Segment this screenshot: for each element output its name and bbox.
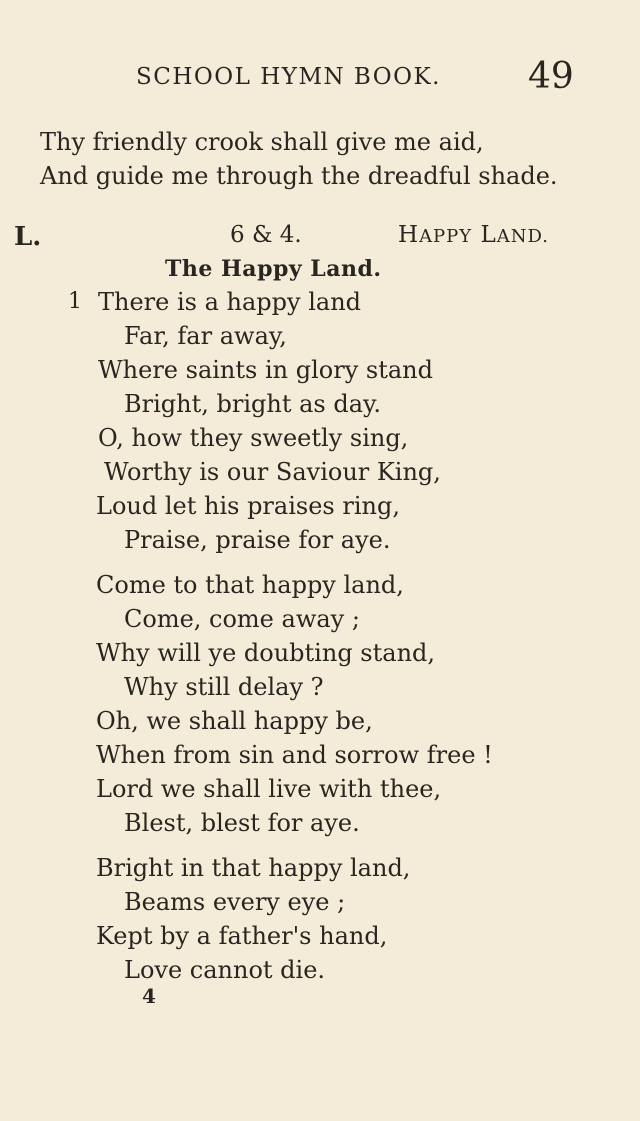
page-number: 49 [528, 56, 574, 97]
tune-name-second-cap: L [480, 222, 497, 248]
verse-line: Bright in that happy land, [96, 854, 411, 882]
continuation-line: And guide me through the dreadful shade. [40, 162, 558, 190]
verse-line: There is a happy land [98, 288, 362, 316]
hymn-meter: 6 & 4. [230, 222, 302, 248]
verse-line: Oh, we shall happy be, [96, 707, 373, 735]
hymn-number: L. [14, 222, 42, 252]
verse-line: Where saints in glory stand [98, 356, 433, 384]
hymn-title: The Happy Land. [165, 256, 382, 282]
running-title: SCHOOL HYMN BOOK. [136, 64, 441, 90]
verse-line: Why still delay ? [124, 673, 324, 701]
verse-line: Kept by a father's hand, [96, 922, 388, 950]
tune-name-second-rest: AND. [496, 226, 550, 247]
verse-line: Come, come away ; [124, 605, 360, 633]
verse-line: Bright, bright as day. [124, 390, 382, 418]
signature-mark: 4 [142, 984, 156, 1008]
tune-name [398, 222, 549, 248]
verse-line: When from sin and sorrow free ! [96, 741, 493, 769]
verse-line: Far, far away, [124, 322, 287, 350]
verse-number: 1 [68, 289, 82, 314]
verse-line: Worthy is our Saviour King, [104, 458, 441, 486]
verse-line: Lord we shall live with thee, [96, 775, 442, 803]
verse-line: Beams every eye ; [124, 888, 346, 916]
verse-line: Why will ye doubting stand, [96, 639, 436, 667]
verse-line: Come to that happy land, [96, 571, 404, 599]
verse-line: O, how they sweetly sing, [98, 424, 409, 452]
continuation-line: Thy friendly crook shall give me aid, [40, 128, 484, 156]
tune-name-first-cap: H [398, 222, 420, 248]
verse-line: Love cannot die. [124, 956, 326, 984]
verse-line: Loud let his praises ring, [96, 492, 400, 520]
verse-line: Praise, praise for aye. [124, 526, 391, 554]
tune-name-first-rest: APPY [419, 226, 473, 247]
verse-line: Blest, blest for aye. [124, 809, 360, 837]
